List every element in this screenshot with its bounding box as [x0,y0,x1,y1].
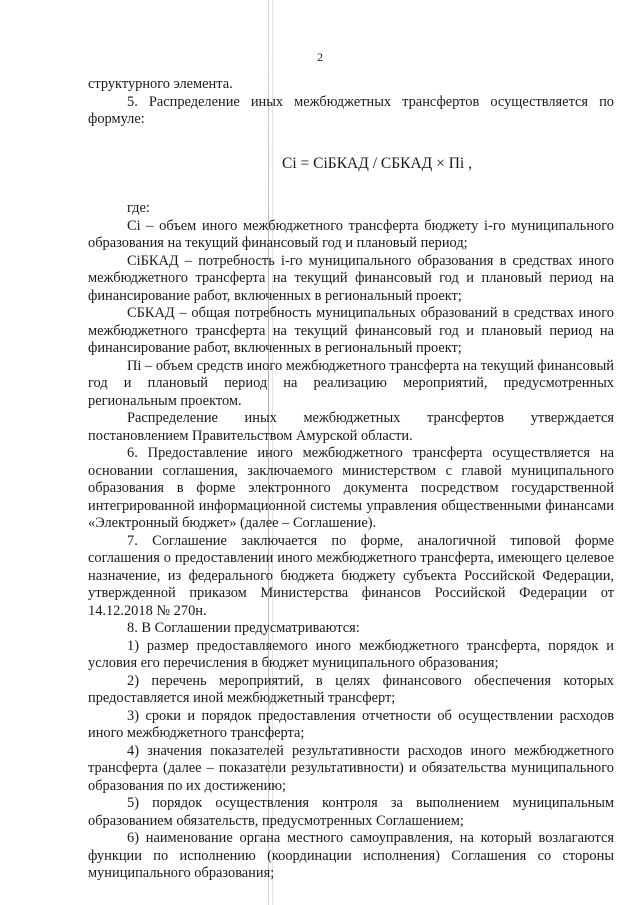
document-body [88,76,614,883]
list-item-1: 1) размер предоставляемого иного межбюджетного трансферта, порядок и условия его перечисления в бюджет муниципального образования; [88,637,614,671]
definition-ci: Сi – объем иного межбюджетного трансферта бюджету i-го муниципального образования на текущий финансовый год и плановый период; [88,217,614,251]
list-item-4: 4) значения показателей результативности расходов иного межбюджетного трансферта (далее – показатели результативности) и обязательства муниципального образования по их достижению; [88,742,614,794]
page-number: 2 [317,50,323,64]
list-item-3: 3) сроки и порядок предоставления отчетности об осуществлении расходов иного межбюджетного трансферта; [88,707,614,741]
definition-cibkad: СiБКАД – потребность i-го муниципального образования в средствах иного межбюджетного трансферта на текущий финансовый год и плановый период на финансирование работ, включенных в региональный проект; [88,252,614,304]
definition-cbkad: СБКАД – общая потребность муниципальных образований в средствах иного межбюджетного трансферта на текущий финансовый год и плановый период на финансирование работ, включенных в региональный проект; [88,305,614,356]
distribution-formula: Сi = СiБКАД / СБКАД × Пi , [282,154,472,172]
paragraph-6: 6. Предоставление иного межбюджетного трансферта осуществляется на основании соглашения, заключаемого министерством с главой муниципального образования в форме электронного документа посредством государственной интегрированной информационной системы управления общественными финансами «Электронный бюджет» (далее – Соглашение). [88,445,614,531]
where-label: где: [127,200,150,216]
paragraph-8: 8. В Соглашении предусматриваются: [127,620,360,636]
paragraph-continuation: структурного элемента. [88,76,233,92]
list-item-2: 2) перечень мероприятий, в целях финансового обеспечения которых предоставляется иной межбюджетный трансферт; [88,672,614,706]
paragraph-7: 7. Соглашение заключается по форме, аналогичной типовой форме соглашения о предоставлении иного межбюджетного трансферта, имеющего целевое назначение, из федерального бюджета бюджету субъекта Российской Федерации, утвержденной приказом Министерства финансов Российской Федерации от 14.12.2018 № 270н. [88,532,614,619]
list-item-6: 6) наименование органа местного самоуправления, на который возлагаются функции по исполнению (координации исполнения) Соглашения со стороны муниципального образования; [88,830,614,881]
paragraph-distribution: Распределение иных межбюджетных трансфертов утверждается постановлением Правительством Амурской области. [88,410,614,444]
list-item-5: 5) порядок осуществления контроля за выполнением муниципальным образованием обязательств, предусмотренных Соглашением; [88,795,614,829]
definition-pi: Пi – объем средств иного межбюджетного трансферта на текущий финансовый год и плановый период на реализацию мероприятий, предусмотренных региональным проектом. [88,357,614,409]
paragraph-5: 5. Распределение иных межбюджетных трансфертов осуществляется по формуле: [88,93,614,127]
